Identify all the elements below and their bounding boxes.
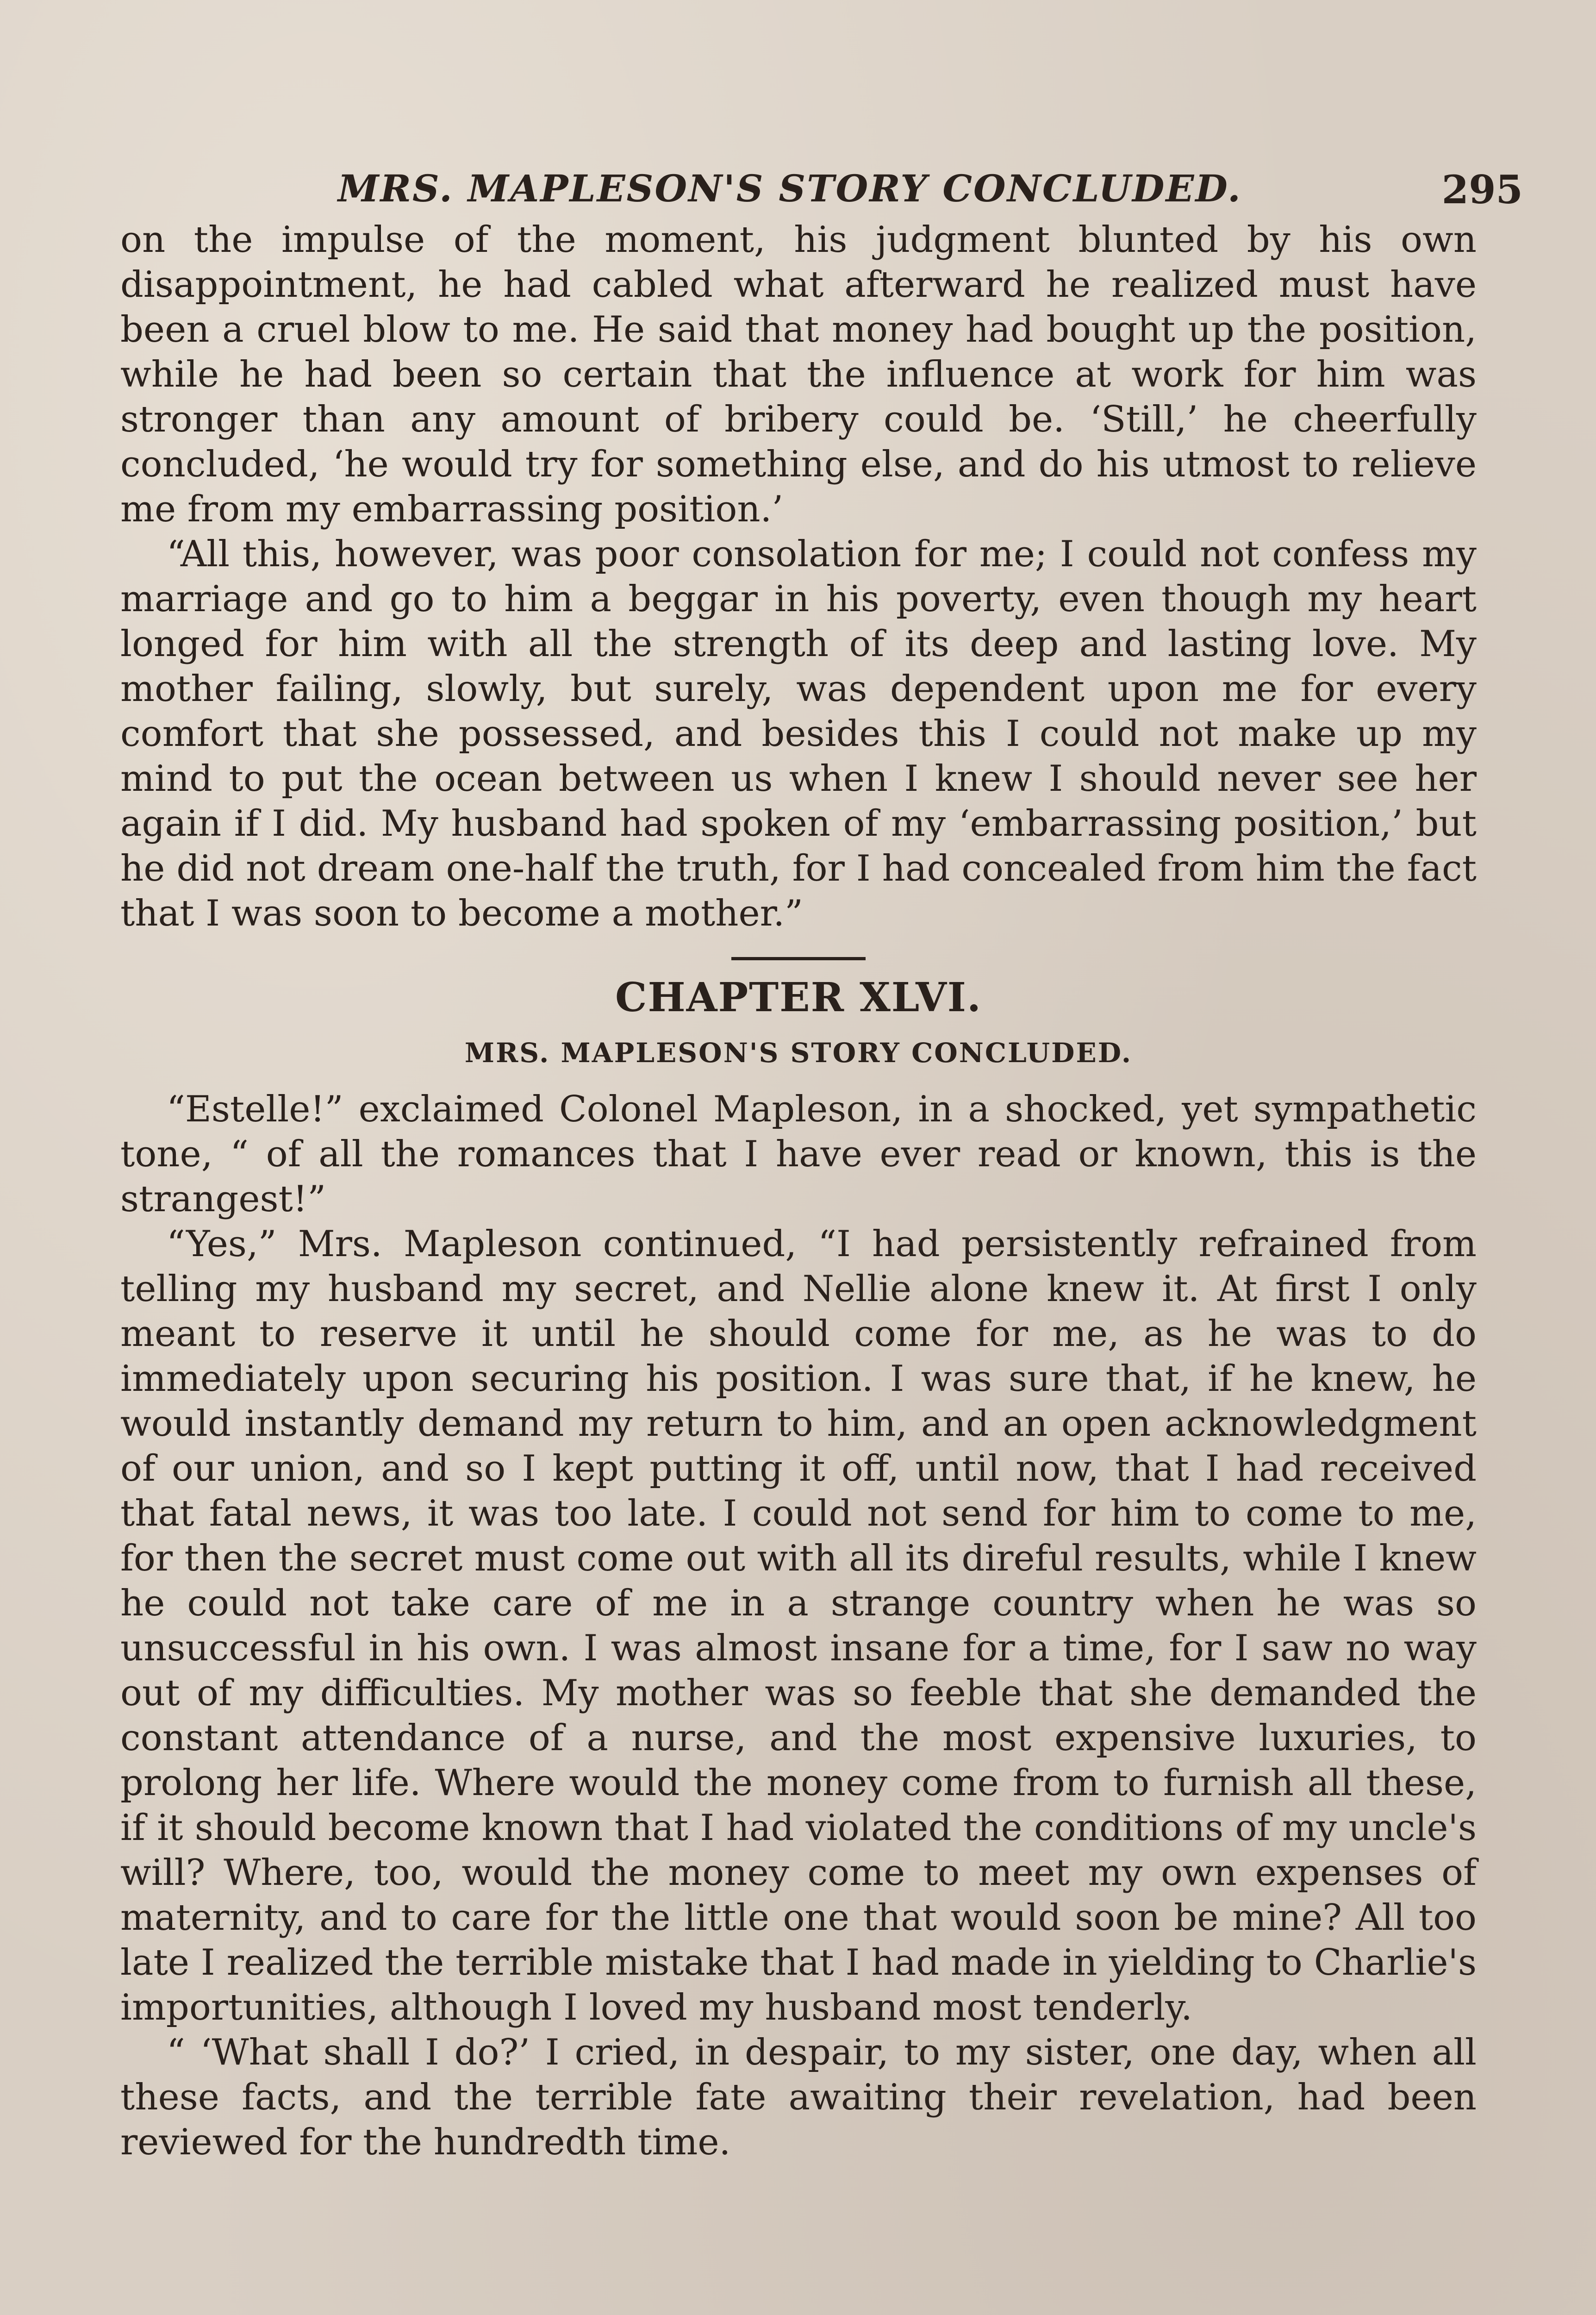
paragraph: “Estelle!” exclaimed Colonel Mapleson, in a shocked, yet sympathetic tone, “ of all the romances that I have ever read or known, this is the strangest!” [120, 1089, 1477, 1220]
running-head [120, 167, 1523, 218]
paragraph: “ ‘What shall I do?’ I cried, in despair, to my sister, one day, when all these facts, and the terrible fate awaiting their revelation, had been reviewed for the hundredth time. [120, 2032, 1477, 2163]
section-rule [731, 957, 866, 960]
paragraph: “All this, however, was poor consolation for me; I could not confess my marriage and go to him a beggar in his poverty, even though my heart longed for him with all the strength of its deep and lasting love. My mother failing, slowly, but surely, was dependent upon me for every comfort that she possessed, and besides this I could not make up my mind to put the ocean between us when I knew I should never see her again if I did. My husband had spoken of my ‘embarrassing position,’ but he did not dream one-half the truth, for I had concealed from him the fact that I was soon to become a mother.” [120, 533, 1477, 934]
chapter-subheading: MRS. MAPLESON'S STORY CONCLUDED. [464, 1037, 1133, 1069]
page-number: 295 [1441, 167, 1523, 213]
paragraph: “Yes,” Mrs. Mapleson continued, “I had persistently refrained from telling my husband my secret, and Nellie alone knew it. At first I only meant to reserve it until he should come for me, as he was to do immediately upon securing his position. I was sure that, if he knew, he would instantly demand my return to him, and an open acknowledgment of our union, and so I kept putting it off, until now, that I had received that fatal news, it was too late. I could not send for him to come to me, for then the secret must come out with all its direful results, while I knew he could not take care of me in a strange country when he was so unsuccessful in his own. I was almost insane for a time, for I saw no way out of my difficulties. My mother was so feeble that she demanded the constant attendance of a nurse, and the most expensive luxuries, to prolong her life. Where would the money come from to furnish all these, if it should become known that I had violated the conditions of my uncle's will? Where, too, would the money come to meet my own expenses of maternity, and to care for the little one that would soon be mine? All too late I realized the terrible mistake that I had made in yielding to Charlie's importunities, although I loved my husband most tenderly. [120, 1223, 1477, 2028]
chapter-heading: CHAPTER XLVI. [615, 974, 982, 1021]
running-title: MRS. MAPLESON'S STORY CONCLUDED. [338, 167, 1242, 210]
paragraph-continued: on the impulse of the moment, his judgment blunted by his own disappointment, he had cabled what afterward he realized must have been a cruel blow to me. He said that money had bought up the position, while he had been so certain that the influence at work for him was stronger than any amount of bribery could be. ‘Still,’ he cheerfully concluded, ‘he would try for something else, and do his utmost to relieve me from my embarrassing position.’ [120, 219, 1477, 530]
book-page [120, 167, 1523, 2165]
